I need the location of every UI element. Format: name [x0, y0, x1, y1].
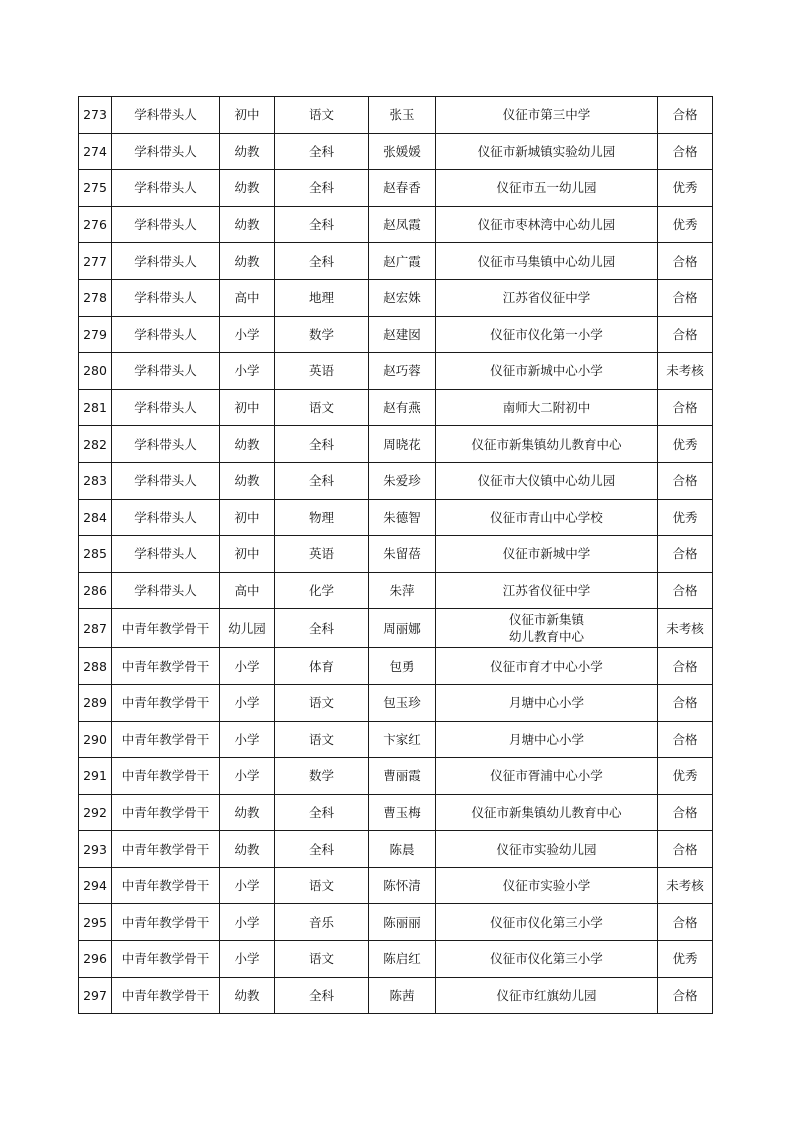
table-body — [79, 97, 713, 1014]
assessment-result-cell: 未考核 — [658, 353, 713, 390]
school-name-cell: 仪征市第三中学 — [436, 97, 658, 134]
row-number-cell: 278 — [79, 279, 112, 316]
school-level-cell: 幼儿园 — [220, 609, 275, 648]
assessment-result-cell: 优秀 — [658, 170, 713, 207]
row-number-cell: 285 — [79, 536, 112, 573]
school-name-cell: 仪征市仪化第三小学 — [436, 941, 658, 978]
row-number-cell: 277 — [79, 243, 112, 280]
row-number-cell: 294 — [79, 867, 112, 904]
subject-cell: 全科 — [275, 609, 369, 648]
assessment-result-cell: 合格 — [658, 536, 713, 573]
teacher-category-cell: 中青年教学骨干 — [112, 977, 220, 1014]
table-row — [79, 499, 713, 536]
subject-cell: 全科 — [275, 133, 369, 170]
school-level-cell: 小学 — [220, 316, 275, 353]
table-row — [79, 572, 713, 609]
row-number-cell: 284 — [79, 499, 112, 536]
teacher-category-cell: 学科带头人 — [112, 426, 220, 463]
assessment-result-cell: 合格 — [658, 684, 713, 721]
row-number-cell: 282 — [79, 426, 112, 463]
school-level-cell: 小学 — [220, 684, 275, 721]
table-row — [79, 684, 713, 721]
table-row — [79, 316, 713, 353]
row-number-cell: 281 — [79, 389, 112, 426]
row-number-cell: 290 — [79, 721, 112, 758]
teacher-name-cell: 赵广霞 — [369, 243, 436, 280]
row-number-cell: 289 — [79, 684, 112, 721]
assessment-result-cell: 优秀 — [658, 499, 713, 536]
assessment-result-cell: 未考核 — [658, 609, 713, 648]
table-row — [79, 206, 713, 243]
teacher-category-cell: 学科带头人 — [112, 133, 220, 170]
teacher-name-cell: 陈怀清 — [369, 867, 436, 904]
teacher-category-cell: 学科带头人 — [112, 572, 220, 609]
school-level-cell: 幼教 — [220, 170, 275, 207]
teacher-category-cell: 学科带头人 — [112, 462, 220, 499]
teacher-name-cell: 朱德智 — [369, 499, 436, 536]
teacher-name-cell: 赵建囡 — [369, 316, 436, 353]
table-row — [79, 721, 713, 758]
table-row — [79, 353, 713, 390]
assessment-result-cell: 合格 — [658, 831, 713, 868]
assessment-result-cell: 未考核 — [658, 867, 713, 904]
school-name-cell: 南师大二附初中 — [436, 389, 658, 426]
teacher-name-cell: 赵春香 — [369, 170, 436, 207]
table-row — [79, 867, 713, 904]
table-row — [79, 279, 713, 316]
row-number-cell: 283 — [79, 462, 112, 499]
row-number-cell: 276 — [79, 206, 112, 243]
row-number-cell: 291 — [79, 758, 112, 795]
teacher-name-cell: 卞家红 — [369, 721, 436, 758]
assessment-result-cell: 合格 — [658, 316, 713, 353]
school-level-cell: 高中 — [220, 279, 275, 316]
table-row — [79, 243, 713, 280]
table-row — [79, 904, 713, 941]
teacher-name-cell: 周晓花 — [369, 426, 436, 463]
assessment-result-cell: 合格 — [658, 904, 713, 941]
assessment-result-cell: 优秀 — [658, 941, 713, 978]
teacher-category-cell: 中青年教学骨干 — [112, 941, 220, 978]
school-level-cell: 幼教 — [220, 831, 275, 868]
table-row — [79, 758, 713, 795]
school-name-cell: 仪征市五一幼儿园 — [436, 170, 658, 207]
subject-cell: 语文 — [275, 684, 369, 721]
school-name-cell: 仪征市新集镇 幼儿教育中心 — [436, 609, 658, 648]
subject-cell: 语文 — [275, 867, 369, 904]
teacher-category-cell: 中青年教学骨干 — [112, 867, 220, 904]
subject-cell: 数学 — [275, 316, 369, 353]
table-row — [79, 462, 713, 499]
school-level-cell: 幼教 — [220, 243, 275, 280]
teacher-name-cell: 赵巧蓉 — [369, 353, 436, 390]
school-level-cell: 小学 — [220, 867, 275, 904]
teacher-name-cell: 曹丽霞 — [369, 758, 436, 795]
assessment-result-cell: 合格 — [658, 97, 713, 134]
assessment-result-cell: 合格 — [658, 721, 713, 758]
school-name-cell: 仪征市新集镇幼儿教育中心 — [436, 426, 658, 463]
teacher-name-cell: 张媛媛 — [369, 133, 436, 170]
teacher-category-cell: 中青年教学骨干 — [112, 721, 220, 758]
assessment-result-cell: 合格 — [658, 133, 713, 170]
teacher-name-cell: 朱爱珍 — [369, 462, 436, 499]
school-level-cell: 幼教 — [220, 794, 275, 831]
assessment-result-cell: 优秀 — [658, 206, 713, 243]
subject-cell: 化学 — [275, 572, 369, 609]
school-name-cell: 仪征市新城中心小学 — [436, 353, 658, 390]
school-name-cell: 仪征市新城中学 — [436, 536, 658, 573]
assessment-result-cell: 合格 — [658, 977, 713, 1014]
row-number-cell: 287 — [79, 609, 112, 648]
teacher-category-cell: 学科带头人 — [112, 243, 220, 280]
teacher-category-cell: 中青年教学骨干 — [112, 758, 220, 795]
subject-cell: 语文 — [275, 721, 369, 758]
row-number-cell: 274 — [79, 133, 112, 170]
subject-cell: 语文 — [275, 941, 369, 978]
teacher-category-cell: 中青年教学骨干 — [112, 794, 220, 831]
row-number-cell: 273 — [79, 97, 112, 134]
teacher-category-cell: 学科带头人 — [112, 389, 220, 426]
teacher-name-cell: 陈晨 — [369, 831, 436, 868]
school-name-cell: 仪征市新城镇实验幼儿园 — [436, 133, 658, 170]
school-name-cell: 仪征市育才中心小学 — [436, 648, 658, 685]
subject-cell: 全科 — [275, 831, 369, 868]
teacher-name-cell: 包勇 — [369, 648, 436, 685]
school-level-cell: 初中 — [220, 499, 275, 536]
school-name-cell: 江苏省仪征中学 — [436, 279, 658, 316]
school-name-cell: 江苏省仪征中学 — [436, 572, 658, 609]
school-level-cell: 幼教 — [220, 977, 275, 1014]
subject-cell: 全科 — [275, 462, 369, 499]
subject-cell: 全科 — [275, 206, 369, 243]
table-row — [79, 170, 713, 207]
table-row — [79, 648, 713, 685]
teacher-category-cell: 中青年教学骨干 — [112, 684, 220, 721]
table-row — [79, 536, 713, 573]
teacher-category-cell: 学科带头人 — [112, 97, 220, 134]
school-name-cell: 仪征市红旗幼儿园 — [436, 977, 658, 1014]
teacher-category-cell: 学科带头人 — [112, 170, 220, 207]
subject-cell: 全科 — [275, 426, 369, 463]
subject-cell: 全科 — [275, 794, 369, 831]
subject-cell: 全科 — [275, 243, 369, 280]
teacher-category-cell: 学科带头人 — [112, 536, 220, 573]
school-level-cell: 幼教 — [220, 206, 275, 243]
row-number-cell: 286 — [79, 572, 112, 609]
school-name-cell: 仪征市青山中心学校 — [436, 499, 658, 536]
teacher-name-cell: 曹玉梅 — [369, 794, 436, 831]
school-name-cell: 仪征市马集镇中心幼儿园 — [436, 243, 658, 280]
school-name-cell: 仪征市仪化第一小学 — [436, 316, 658, 353]
subject-cell: 语文 — [275, 389, 369, 426]
teacher-name-cell: 朱留蓓 — [369, 536, 436, 573]
teacher-category-cell: 学科带头人 — [112, 279, 220, 316]
table-row — [79, 941, 713, 978]
school-level-cell: 幼教 — [220, 133, 275, 170]
subject-cell: 语文 — [275, 97, 369, 134]
row-number-cell: 280 — [79, 353, 112, 390]
assessment-result-cell: 优秀 — [658, 758, 713, 795]
school-name-cell: 仪征市胥浦中心小学 — [436, 758, 658, 795]
school-level-cell: 初中 — [220, 389, 275, 426]
assessment-result-cell: 合格 — [658, 462, 713, 499]
teacher-category-cell: 学科带头人 — [112, 316, 220, 353]
school-level-cell: 小学 — [220, 648, 275, 685]
table-row — [79, 133, 713, 170]
teacher-category-cell: 学科带头人 — [112, 499, 220, 536]
subject-cell: 英语 — [275, 353, 369, 390]
school-level-cell: 小学 — [220, 941, 275, 978]
school-name-cell: 仪征市实验幼儿园 — [436, 831, 658, 868]
teacher-name-cell: 包玉珍 — [369, 684, 436, 721]
assessment-result-cell: 合格 — [658, 389, 713, 426]
teacher-name-cell: 陈茜 — [369, 977, 436, 1014]
table-row — [79, 794, 713, 831]
subject-cell: 英语 — [275, 536, 369, 573]
teacher-name-cell: 朱萍 — [369, 572, 436, 609]
teacher-name-cell: 赵宏姝 — [369, 279, 436, 316]
row-number-cell: 292 — [79, 794, 112, 831]
table-row — [79, 426, 713, 463]
school-level-cell: 小学 — [220, 904, 275, 941]
school-name-cell: 仪征市实验小学 — [436, 867, 658, 904]
subject-cell: 物理 — [275, 499, 369, 536]
assessment-result-cell: 优秀 — [658, 426, 713, 463]
school-level-cell: 幼教 — [220, 462, 275, 499]
teacher-name-cell: 周丽娜 — [369, 609, 436, 648]
row-number-cell: 275 — [79, 170, 112, 207]
school-level-cell: 小学 — [220, 758, 275, 795]
teacher-name-cell: 陈启红 — [369, 941, 436, 978]
row-number-cell: 279 — [79, 316, 112, 353]
teacher-name-cell: 赵凤霞 — [369, 206, 436, 243]
teacher-name-cell: 赵有燕 — [369, 389, 436, 426]
table-row — [79, 97, 713, 134]
table-row — [79, 609, 713, 648]
teacher-category-cell: 中青年教学骨干 — [112, 648, 220, 685]
table-row — [79, 831, 713, 868]
row-number-cell: 295 — [79, 904, 112, 941]
school-name-cell: 仪征市枣林湾中心幼儿园 — [436, 206, 658, 243]
teacher-category-cell: 中青年教学骨干 — [112, 609, 220, 648]
subject-cell: 全科 — [275, 977, 369, 1014]
assessment-result-cell: 合格 — [658, 572, 713, 609]
teacher-name-cell: 陈丽丽 — [369, 904, 436, 941]
teacher-name-cell: 张玉 — [369, 97, 436, 134]
teacher-category-cell: 中青年教学骨干 — [112, 904, 220, 941]
school-name-cell: 仪征市仪化第三小学 — [436, 904, 658, 941]
table-row — [79, 977, 713, 1014]
table-row — [79, 389, 713, 426]
row-number-cell: 297 — [79, 977, 112, 1014]
subject-cell: 音乐 — [275, 904, 369, 941]
teacher-category-cell: 学科带头人 — [112, 353, 220, 390]
teacher-category-cell: 学科带头人 — [112, 206, 220, 243]
teacher-category-cell: 中青年教学骨干 — [112, 831, 220, 868]
school-name-cell: 仪征市新集镇幼儿教育中心 — [436, 794, 658, 831]
assessment-result-cell: 合格 — [658, 648, 713, 685]
subject-cell: 地理 — [275, 279, 369, 316]
school-name-cell: 月塘中心小学 — [436, 721, 658, 758]
school-level-cell: 小学 — [220, 721, 275, 758]
assessment-result-cell: 合格 — [658, 279, 713, 316]
assessment-result-cell: 合格 — [658, 243, 713, 280]
school-level-cell: 初中 — [220, 536, 275, 573]
subject-cell: 全科 — [275, 170, 369, 207]
row-number-cell: 293 — [79, 831, 112, 868]
row-number-cell: 288 — [79, 648, 112, 685]
school-name-cell: 仪征市大仪镇中心幼儿园 — [436, 462, 658, 499]
school-level-cell: 高中 — [220, 572, 275, 609]
row-number-cell: 296 — [79, 941, 112, 978]
teacher-assessment-table — [78, 96, 713, 1014]
subject-cell: 数学 — [275, 758, 369, 795]
school-name-cell: 月塘中心小学 — [436, 684, 658, 721]
school-level-cell: 幼教 — [220, 426, 275, 463]
school-level-cell: 初中 — [220, 97, 275, 134]
school-level-cell: 小学 — [220, 353, 275, 390]
assessment-result-cell: 合格 — [658, 794, 713, 831]
subject-cell: 体育 — [275, 648, 369, 685]
